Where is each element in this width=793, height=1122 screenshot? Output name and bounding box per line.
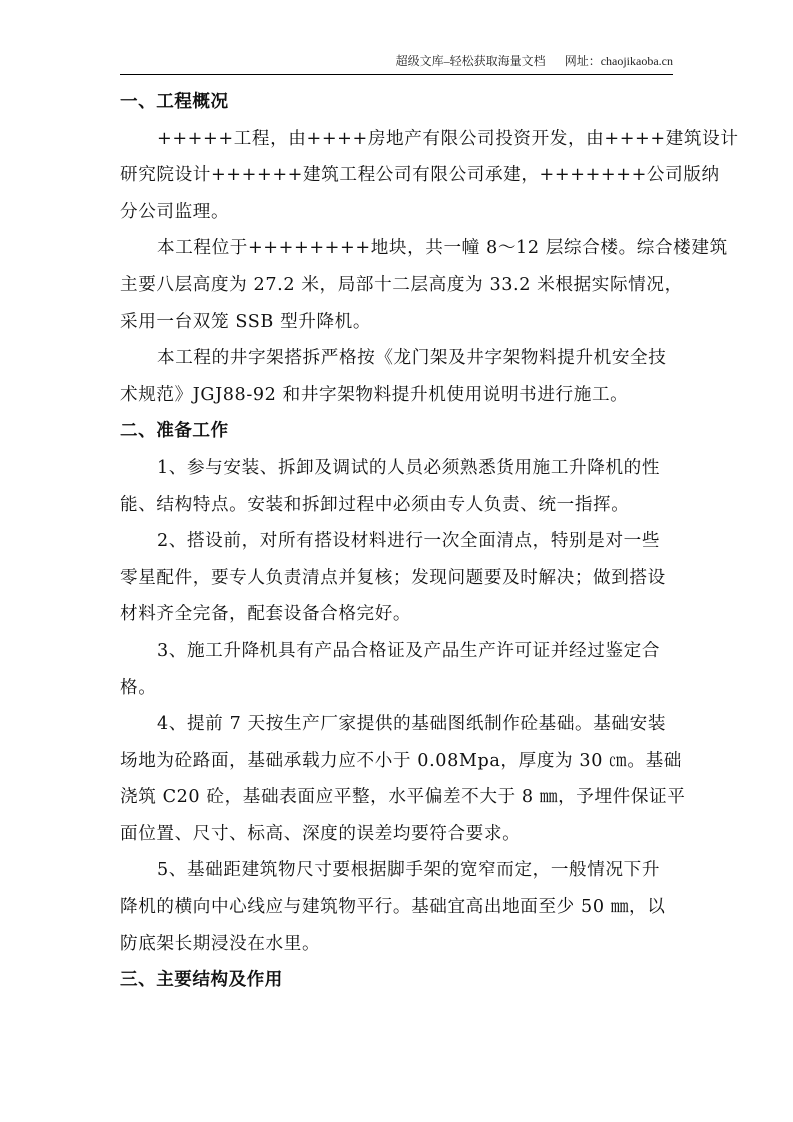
- paragraph: [120, 852, 680, 962]
- text-line: 零星配件，要专人负责清点并复核；发现问题要及时解决；做到搭设: [120, 567, 666, 588]
- text-line: 2、搭设前，对所有搭设材料进行一次全面清点，特别是对一些: [157, 531, 661, 552]
- text-line: 能、结构特点。安装和拆卸过程中必须由专人负责、统一指挥。: [120, 494, 630, 515]
- paragraph: [120, 633, 680, 706]
- document-body: [120, 84, 739, 999]
- text-line: 防底架长期浸没在水里。: [120, 933, 321, 954]
- text-line: 本工程的井字架搭拆严格按《龙门架及井字架物料提升机安全技: [157, 348, 667, 369]
- text-line: 分公司监理。: [120, 201, 230, 222]
- paragraph: [120, 121, 739, 231]
- text-line: 场地为砼路面，基础承载力应不小于 0.08Mpa，厚度为 30 ㎝。基础: [120, 750, 682, 771]
- text-line: 3、施工升降机具有产品合格证及产品生产许可证并经过鉴定合: [157, 640, 661, 661]
- section-heading: 三、主要结构及作用: [120, 970, 283, 991]
- text-line: 主要八层高度为 27.2 米，局部十二层高度为 33.2 米根据实际情况，: [120, 274, 683, 295]
- page-header: [120, 52, 673, 75]
- text-line: +++++工程，由++++房地产有限公司投资开发，由++++建筑设计: [157, 128, 739, 149]
- text-line: 格。: [120, 677, 157, 698]
- text-line: 5、基础距建筑物尺寸要根据脚手架的宽窄而定，一般情况下升: [157, 860, 661, 881]
- header-url: 网址：chaojikaoba.cn: [564, 54, 673, 68]
- paragraph: [120, 230, 728, 340]
- text-line: 4、提前 7 天按生产厂家提供的基础图纸制作砼基础。基础安装: [157, 714, 667, 735]
- text-line: 降机的横向中心线应与建筑物平行。基础宜高出地面至少 50 ㎜，以: [120, 897, 666, 918]
- text-line: 术规范》JGJ88-92 和井字架物料提升机使用说明书进行施工。: [120, 384, 629, 405]
- text-line: 研究院设计++++++建筑工程公司有限公司承建，+++++++公司版纳: [120, 165, 720, 186]
- paragraph: [120, 523, 680, 633]
- paragraph: [120, 340, 680, 413]
- text-line: 材料齐全完备，配套设备合格完好。: [120, 604, 412, 625]
- text-line: 采用一台双笼 SSB 型升降机。: [120, 311, 372, 332]
- section-heading: 二、准备工作: [120, 421, 229, 442]
- text-line: 浇筑 C20 砼，基础表面应平整，水平偏差不大于 8 ㎜，予埋件保证平: [120, 787, 686, 808]
- text-line: 面位置、尺寸、标高、深度的误差均要符合要求。: [120, 823, 521, 844]
- header-site-name: 超级文库–轻松获取海量文档: [395, 54, 546, 68]
- section-heading: 一、工程概况: [120, 92, 229, 112]
- paragraph: [120, 450, 680, 523]
- paragraph: [120, 706, 686, 852]
- text-line: 本工程位于++++++++地块，共一幢 8～12 层综合楼。综合楼建筑: [157, 238, 728, 259]
- text-line: 1、参与安装、拆卸及调试的人员必须熟悉货用施工升降机的性: [157, 457, 661, 478]
